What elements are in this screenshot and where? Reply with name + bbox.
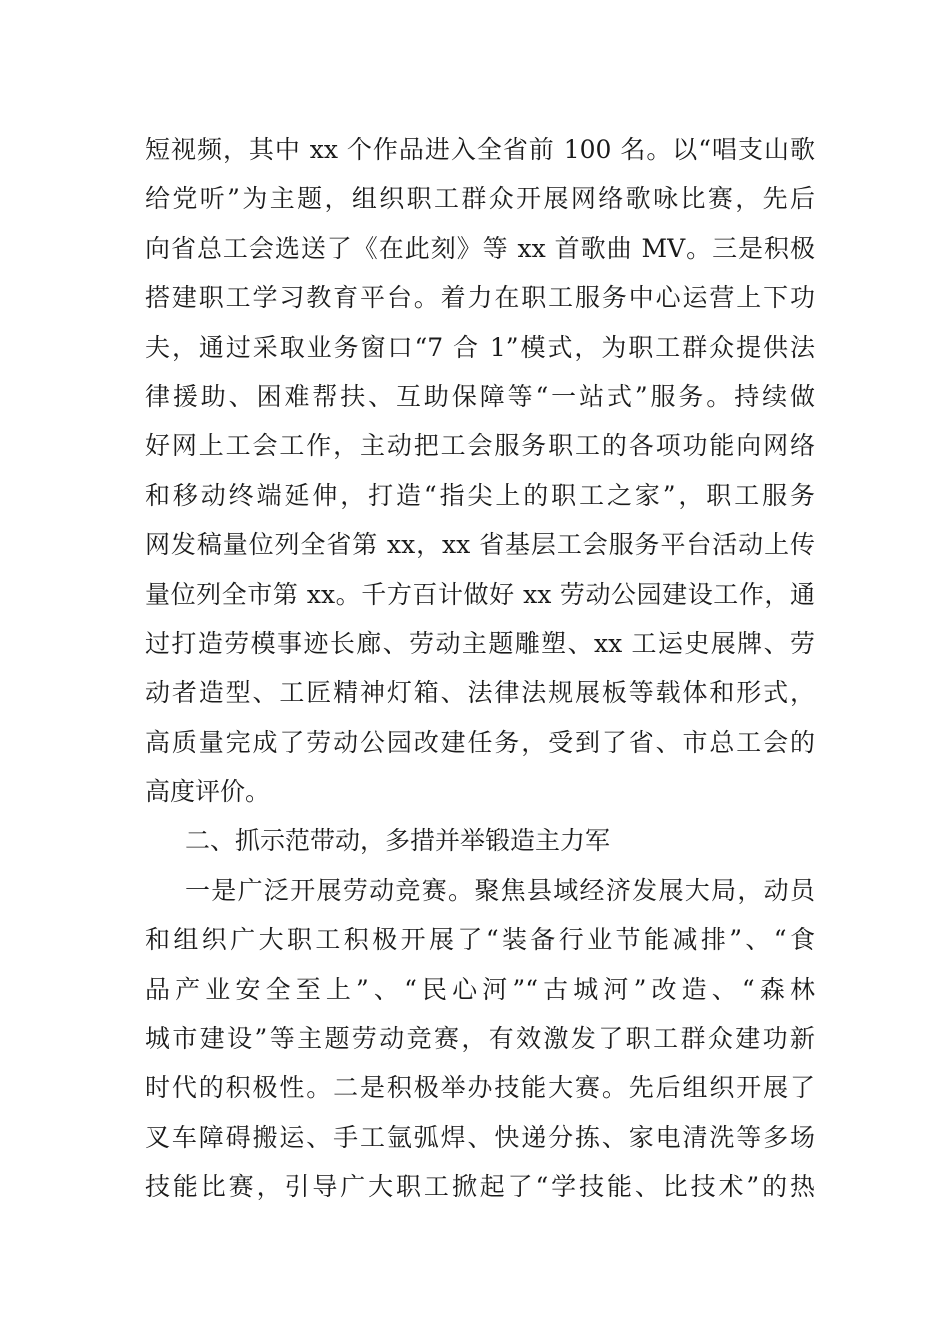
paragraph-2-line: 城市建设”等主题劳动竞赛，有效激发了职工群众建功新 — [145, 1024, 815, 1054]
paragraph-2-line: 品产业安全至上”、“民心河”“古城河”改造、“森林 — [145, 974, 815, 1004]
paragraph-1-line: 好网上工会工作，主动把工会服务职工的各项功能向网络 — [145, 431, 815, 461]
document-body — [145, 125, 815, 1212]
paragraph-1-last-line: 高度评价。 — [145, 777, 271, 807]
paragraph-2-first-line: 一是广泛开展劳动竞赛。聚焦县域经济发展大局，动员 — [185, 875, 815, 905]
paragraph-1-line: 高质量完成了劳动公园改建任务，受到了省、市总工会的 — [145, 727, 815, 757]
paragraph-1-line: 短视频，其中 xx 个作品进入全省前 100 名。以“唱支山歌 — [145, 135, 815, 164]
section-heading: 二、抓示范带动，多措并举锻造主力军 — [185, 826, 611, 856]
paragraph-2-line: 和组织广大职工积极开展了“装备行业节能减排”、“食 — [145, 925, 815, 955]
paragraph-1-line: 动者造型、工匠精神灯箱、法律法规展板等载体和形式， — [145, 678, 815, 708]
paragraph-1-line: 给党听”为主题，组织职工群众开展网络歌咏比赛，先后 — [145, 184, 815, 214]
paragraph-1-line: 搭建职工学习教育平台。着力在职工服务中心运营上下功 — [145, 283, 815, 313]
paragraph-2-line: 技能比赛，引导广大职工掀起了“学技能、比技术”的热 — [145, 1172, 815, 1202]
paragraph-1-line: 夫，通过采取业务窗口“7 合 1”模式，为职工群众提供法 — [145, 332, 815, 362]
paragraph-1-line: 向省总工会选送了《在此刻》等 xx 首歌曲 MV。三是积极 — [145, 233, 815, 263]
paragraph-1-line: 量位列全市第 xx。千方百计做好 xx 劳动公园建设工作，通 — [145, 579, 815, 609]
paragraph-1-line: 过打造劳模事迹长廊、劳动主题雕塑、xx 工运史展牌、劳 — [145, 628, 815, 658]
paragraph-2-line: 时代的积极性。二是积极举办技能大赛。先后组织开展了 — [145, 1073, 815, 1103]
paragraph-2-line: 叉车障碍搬运、手工氩弧焊、快递分拣、家电清洗等多场 — [145, 1122, 815, 1152]
paragraph-1-line: 网发稿量位列全省第 xx，xx 省基层工会服务平台活动上传 — [145, 530, 815, 560]
paragraph-1-line: 和移动终端延伸，打造“指尖上的职工之家”，职工服务 — [145, 480, 815, 510]
paragraph-1-line: 律援助、困难帮扶、互助保障等“一站式”服务。持续做 — [145, 381, 815, 411]
